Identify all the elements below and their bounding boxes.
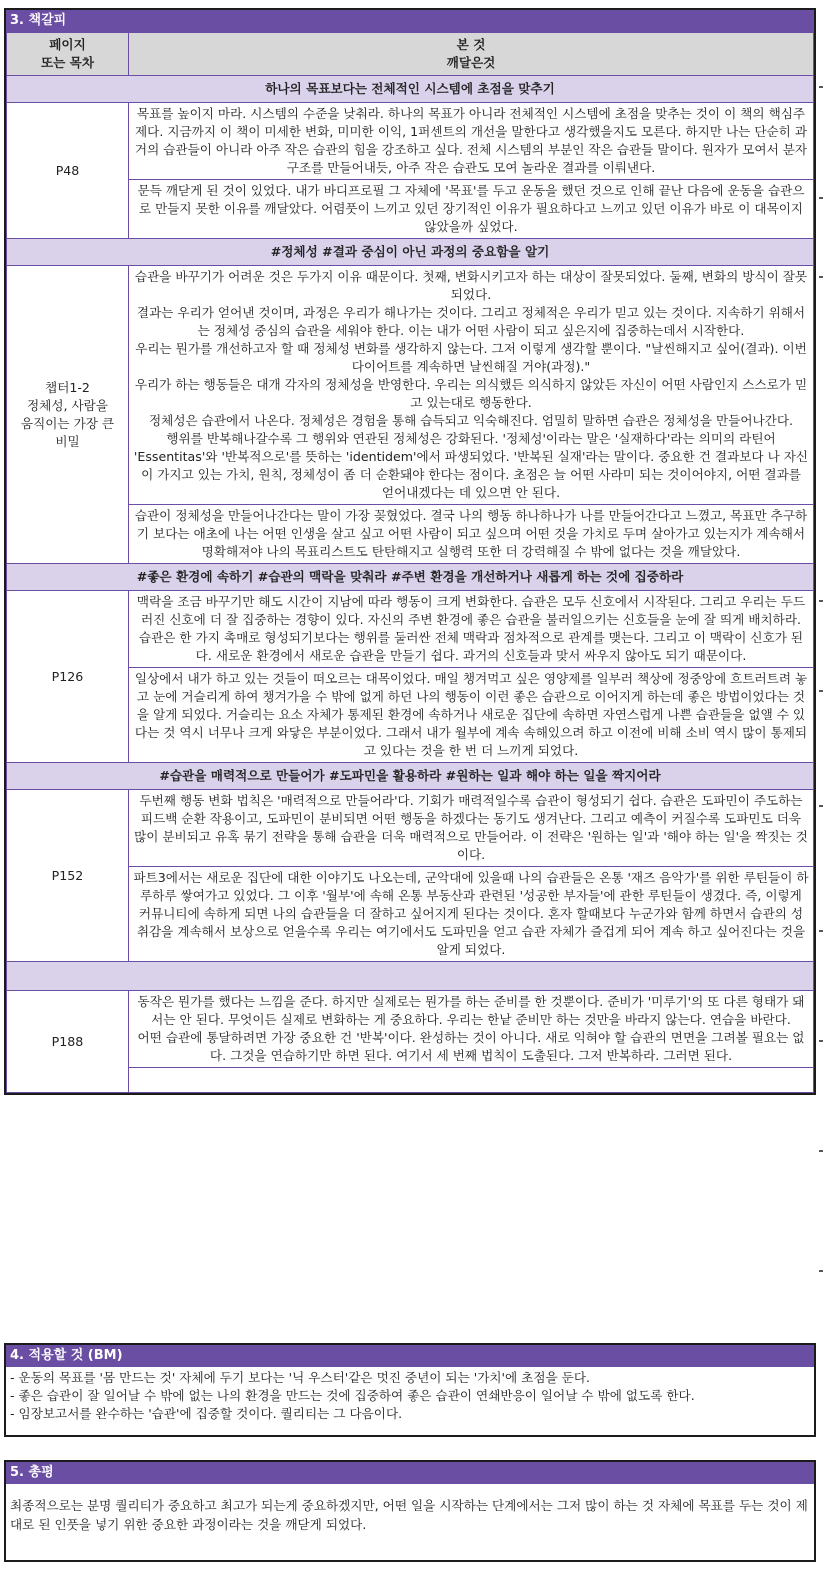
note-cell: 목표를 높이지 마라. 시스템의 수준을 낮춰라. 하나의 목표가 아니라 전체적인 시스템에 초점을 맞추는 것이 이 책의 핵심주제다. 지금까지 이 책이 미세한 변화, 미미한 이익, 1퍼센트의 개선을 말한다고 생각했을지도 모른다. 하지만 나는 단순히 과거의 습관들이 아니라 아주 작은 습관의 힘을 강조하고 싶다. 전체 시스템의 부분인 작은 습관들 말이다. 원자가 모여서 분자 구조를 만들어내듯, 아주 작은 습관도 모여 놀라운 결과를 이뤄낸다. — [129, 103, 814, 180]
table-row — [7, 180, 814, 239]
list-item: - 임장보고서를 완수하는 '습관'에 집중할 것이다. 퀄리티는 그 다음이다. — [10, 1406, 403, 1421]
table-row — [7, 591, 814, 668]
reflection-cell: 파트3에서는 새로운 집단에 대한 이야기도 나오는데, 군악대에 있을때 나의 습관들은 온통 '재즈 음악가'를 위한 루틴들이 하루하루 쌓여가고 있었다. 그 이후 '월부'에 속해 온통 부동산과 관련된 '성공한 부자들'에 관한 루틴들이 생겼다. 즉, 이렇게 커뮤니티에 속하게 되면 나의 습관들을 더 잘하고 싶어지게 된다는 것이다. 혼자 할때보다 누군가와 함께 하면서 습관의 성취감을 계속해서 보상으로 얻을수록 우리는 여기에서도 도파민을 얻고 습관 자체가 즐겁게 되어 계속 하고 싶어진다는 것을 알게 되었다. — [129, 867, 814, 962]
page-cell: P48 — [7, 103, 129, 239]
topic-row: #습관을 매력적으로 만들어가 #도파민을 활용하라 #원하는 일과 해야 하는 일을 짝지어라 — [7, 763, 814, 790]
note-cell: 습관을 바꾸기가 어려운 것은 두가지 이유 때문이다. 첫째, 변화시키고자 하는 대상이 잘못되었다. 둘째, 변화의 방식이 잘못되었다. 결과는 우리가 얻어낸 것이며, 과정은 우리가 해나가는 것이다. 그리고 정체적은 우리가 믿고 있는 것이다. 지속하기 위해서는 정체성 중심의 습관을 세워야 한다. 이는 내가 어떤 사람이 되고 싶은지에 집중하는데서 시작한다. 우리는 뭔가를 개선하고자 할 때 정체성 변화를 생각하지 않는다. 그저 이렇게 생각할 뿐이다. "날씬해지고 싶어(결과). 이번 다이어트를 계속하면 날씬해질 거야(과정)." 우리가 하는 행동들은 대개 각자의 정체성을 반영한다. 우리는 의식했든 의식하지 않았든 자신이 어떤 사람인지 스스로가 믿고 있는대로 행동한다. 정체성은 습관에서 나온다. 정체성은 경험을 통해 습득되고 익숙해진다. 엄밀히 말하면 습관은 정체성을 만들어나간다. 행위를 반복해나갈수록 그 행위와 연관된 정체성은 강화된다. '정체성'이라는 말은 '실재하다'라는 의미의 라틴어 'Essentitas'와 '반복적으로'를 뜻하는 'identidem'에서 파생되었다. '반복된 실재'라는 말이다. 중요한 건 결과보다 나 자신이 가지고 있는 가치, 원칙, 정체성이 좀 더 순환돼야 한다는 점이다. 초점은 늘 어떤 사라미 되는 것이어야지, 어떤 결과를 얻어내겠다는 데 있으면 안 된다. — [129, 266, 814, 505]
table-row — [7, 505, 814, 564]
table-row — [7, 266, 814, 505]
table-row — [7, 867, 814, 962]
bookmark-table — [6, 32, 814, 1093]
page-column-header: 페이지 또는 목차 — [7, 33, 129, 76]
page-cell: P152 — [7, 790, 129, 962]
section-title: 3. 책갈피 — [6, 10, 814, 32]
review-text: 최종적으로는 분명 퀄리티가 중요하고 최고가 되는게 중요하겠지만, 어떤 일을 시작하는 단계에서는 그저 많이 하는 것 자체에 목표를 두는 것이 제대로 된 인풋을 넣기 위한 중요한 과정이라는 것을 깨닫게 되었다. — [10, 1498, 808, 1532]
apply-list — [6, 1367, 814, 1425]
topic-row: 하나의 목표보다는 전체적인 시스템에 초점을 맞추기 — [7, 76, 814, 103]
bookmark-section — [4, 8, 816, 1095]
apply-section — [4, 1343, 816, 1437]
page-cell: 챕터1-2 정체성, 사람을 움직이는 가장 큰 비밀 — [7, 266, 129, 564]
reflection-cell — [129, 1068, 814, 1093]
section-title: 4. 적용할 것 (BM) — [6, 1345, 814, 1367]
review-section — [4, 1460, 816, 1562]
reflection-cell: 일상에서 내가 하고 있는 것들이 떠오르는 대목이었다. 매일 챙겨먹고 싶은 영양제를 일부러 책상에 정중앙에 흐트러트려 놓고 눈에 거슬리게 하여 챙겨가을 수 밖에 없게 하던 나의 행동이 이런 좋은 습관으로 이어지게 하는데 좋은 방법이었다는 것을 알게 되었다. 거슬리는 요소 자체가 통제된 환경에 속하거나 새로운 집단에 속하면 자연스럽게 나쁜 습관들을 없앨 수 있다는 것 역시 너무나 크게 와닿은 부분이었다. 그래서 내가 월부에 계속 속해있으려 하고 이전에 비해 소비 역시 많이 통제되고 있다는 것을 한 번 더 느끼게 되었다. — [129, 668, 814, 763]
table-row — [7, 790, 814, 867]
table-row — [7, 103, 814, 180]
note-cell: 두번째 행동 변화 법칙은 '매력적으로 만들어라'다. 기회가 매력적일수록 습관이 형성되기 쉽다. 습관은 도파민이 주도하는 피드백 순환 작용이고, 도파민이 분비되면 어떤 행동을 하겠다는 동기도 생겨난다. 그리고 예측이 커질수록 도파민도 더욱 많이 분비되고 유혹 묶기 전략을 통해 습관을 더욱 매력적으로 만들어라. 이 전략은 '원하는 일'과 '해야 하는 일'을 짝짓는 것이다. — [129, 790, 814, 867]
section-title: 5. 총평 — [6, 1462, 814, 1484]
reflection-cell: 문득 깨닫게 된 것이 있었다. 내가 바디프로필 그 자체에 '목표'를 두고 운동을 했던 것으로 인해 끝난 다음에 운동을 습관으로 만들지 못한 이유를 깨달았다. 어렴풋이 느끼고 있던 장기적인 이유가 필요하다고 느끼고 있던 이유가 바로 이 대목이지 않았을까 싶었다. — [129, 180, 814, 239]
sheet-edge-marks — [817, 0, 827, 1320]
topic-row: #정체성 #결과 중심이 아닌 과정의 중요함을 알기 — [7, 239, 814, 266]
table-row — [7, 991, 814, 1068]
column-header-row — [7, 33, 814, 76]
notes-column-header: 본 것 깨달은것 — [129, 33, 814, 76]
table-row — [7, 668, 814, 763]
note-cell: 동작은 뭔가를 했다는 느낌을 준다. 하지만 실제로는 뭔가를 하는 준비를 한 것뿐이다. 준비가 '미루기'의 또 다른 형태가 돼서는 안 된다. 무엇이든 실제로 변화하는 게 중요하다. 우리는 한낱 준비만 하는 것만을 바라지 않는다. 연습을 바란다. 어떤 습관에 통달하려면 가장 중요한 건 '반복'이다. 완성하는 것이 아니다. 새로 익혀야 할 습관의 면면을 그려볼 필요는 없다. 그것을 연습하기만 하면 된다. 여기서 세 번째 법칙이 도출된다. 그저 반복하라. 그러면 된다. — [129, 991, 814, 1068]
topic-row — [7, 962, 814, 991]
list-item: - 좋은 습관이 잘 일어날 수 밖에 없는 나의 환경을 만드는 것에 집중하여 좋은 습관이 연쇄반응이 일어날 수 밖에 없도록 한다. — [10, 1388, 695, 1403]
topic-row: #좋은 환경에 속하기 #습관의 맥락을 맞춰라 #주변 환경을 개선하거나 새롭게 하는 것에 집중하라 — [7, 564, 814, 591]
note-cell: 맥락을 조금 바꾸기만 해도 시간이 지남에 따라 행동이 크게 변화한다. 습관은 모두 신호에서 시작된다. 그리고 우리는 두드러진 신호에 더 잘 집중하는 경향이 있다. 자신의 주변 환경에 좋은 습관을 불러일으키는 신호들을 눈에 잘 띄게 배치하라. 습관은 한 가지 촉매로 형성되기보다는 행위를 둘러싼 전체 맥락과 점차적으로 관계를 맺는다. 그리고 이 맥락이 신호가 된다. 새로운 환경에서 새로운 습관을 만들기 쉽다. 과거의 신호들과 맞서 싸우지 않아도 되기 때문이다. — [129, 591, 814, 668]
page-cell: P188 — [7, 991, 129, 1093]
page-cell: P126 — [7, 591, 129, 763]
table-row — [7, 1068, 814, 1093]
list-item: - 운동의 목표를 '몸 만드는 것' 자체에 두기 보다는 '닉 우스터'같은 멋진 중년이 되는 '가치'에 초점을 둔다. — [10, 1370, 590, 1385]
reflection-cell: 습관이 정체성을 만들어나간다는 말이 가장 꽂혔었다. 결국 나의 행동 하나하나가 나를 만들어간다고 느꼈고, 목표만 추구하기 보다는 애초에 나는 어떤 인생을 살고 싶고 어떤 사람이 되고 싶으며 어떤 것을 가치로 두며 살아가고 있는지가 계속해서 명확해져야 나의 목표리스트도 탄탄해지고 실행력 또한 더 강력해질 수 밖에 없다는 것을 깨달았다. — [129, 505, 814, 564]
